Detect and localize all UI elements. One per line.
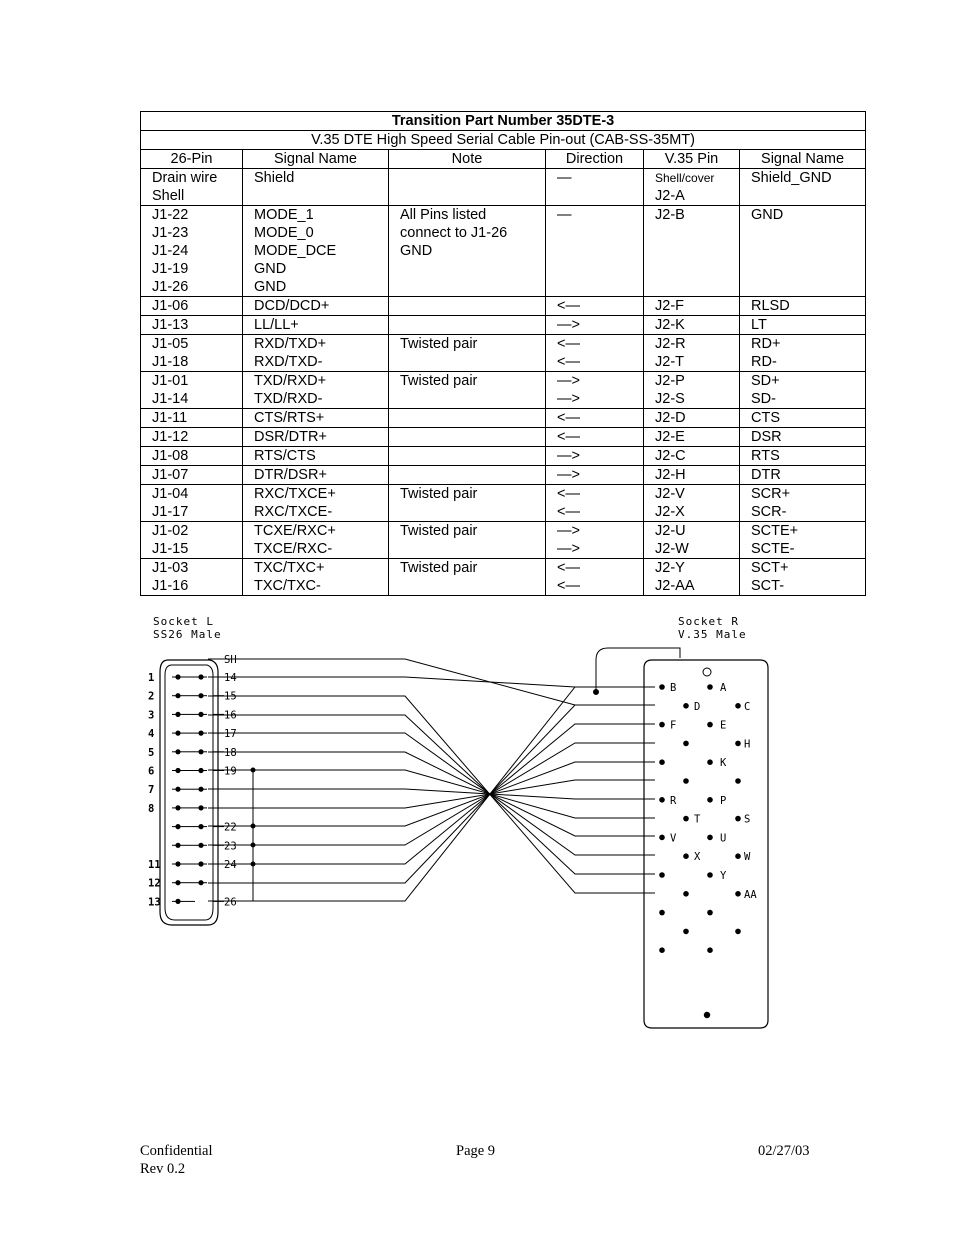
socket-l-pin-number: 5: [148, 746, 155, 759]
table-row: [141, 297, 866, 316]
table-cell: —> —>: [546, 372, 644, 409]
column-header: Signal Name: [740, 150, 866, 169]
socket-r-pin: [735, 816, 741, 822]
footer-revision: Rev 0.2: [140, 1161, 186, 1177]
table-cell: J2-P J2-S: [644, 372, 740, 409]
table-cell: J2-D: [644, 409, 740, 428]
socket-r-pin-label: H: [744, 738, 751, 751]
socket-r-pin-label: T: [694, 813, 701, 826]
socket-r-pin: [707, 722, 713, 728]
socket-l-pin-number: 3: [148, 709, 155, 722]
signal-wire: [208, 733, 655, 855]
signal-wire: [208, 752, 655, 836]
table-cell: TXD/RXD+ TXD/RXD-: [243, 372, 389, 409]
drain-junction: [594, 690, 599, 695]
table-cell: Shield_GND: [740, 169, 866, 206]
socket-r-pin: [707, 797, 713, 803]
socket-r-pin: [704, 1012, 710, 1018]
socket-r-pin: [735, 853, 741, 859]
signal-wire: [208, 770, 655, 818]
socket-l-inner-label: 23: [224, 840, 237, 853]
table-row: [141, 447, 866, 466]
table-cell: J1-06: [141, 297, 243, 316]
socket-r-pin: [707, 947, 713, 953]
socket-l-pin-number: 4: [148, 728, 155, 741]
signal-wire: [208, 705, 655, 883]
socket-r-pin: [707, 910, 713, 916]
socket-r-labels: [670, 682, 757, 901]
socket-l-pin-number: 7: [148, 784, 155, 797]
socket-r-pin: [659, 684, 665, 690]
table-cell: Twisted pair: [389, 335, 546, 372]
table-cell: MODE_1 MODE_0 MODE_DCE GND GND: [243, 206, 389, 297]
table-cell: TXC/TXC+ TXC/TXC-: [243, 559, 389, 596]
mode-strap-junction: [251, 843, 255, 847]
table-row: [141, 522, 866, 559]
table-cell: J2-V J2-X: [644, 485, 740, 522]
socket-l-pin-number: 13: [148, 896, 161, 909]
socket-l-labels: [148, 654, 237, 908]
mode-strap-junction: [251, 768, 255, 772]
table-cell: RLSD: [740, 297, 866, 316]
socket-r-pin-label: U: [720, 832, 727, 845]
table-cell: —> —>: [546, 522, 644, 559]
table-row: [141, 466, 866, 485]
table-cell: CTS: [740, 409, 866, 428]
table-cell: Twisted pair: [389, 522, 546, 559]
table-cell: Shield: [243, 169, 389, 206]
socket-r-pin: [735, 891, 741, 897]
socket-r-pin: [735, 929, 741, 935]
socket-l-inner-label: 15: [224, 690, 237, 703]
table-cell: SCR+ SCR-: [740, 485, 866, 522]
socket-l-inner-label: 16: [224, 709, 237, 722]
table-cell: —: [546, 206, 644, 297]
footer-page-number: Page 9: [456, 1143, 496, 1159]
table-row: [141, 206, 866, 297]
signal-wire: [208, 696, 655, 893]
table-cell: J1-07: [141, 466, 243, 485]
table-cell: <— <—: [546, 559, 644, 596]
table-cell: LL/LL+: [243, 316, 389, 335]
table-cell: J1-12: [141, 428, 243, 447]
signal-wire: [208, 762, 655, 826]
signal-wire: [208, 780, 655, 808]
socket-r-title: Socket R: [678, 615, 739, 628]
socket-l-title: Socket L: [153, 615, 214, 628]
socket-r-pin: [659, 797, 665, 803]
table-cell: <— <—: [546, 485, 644, 522]
table-cell: J1-05 J1-18: [141, 335, 243, 372]
table-cell: RD+ RD-: [740, 335, 866, 372]
socket-r-pin-label: D: [694, 700, 701, 713]
footer-left: [140, 1142, 213, 1178]
socket-r-pin-label: B: [670, 682, 677, 694]
socket-r-pin-label: E: [720, 719, 727, 732]
socket-r-pin-label: A: [720, 682, 727, 694]
pinout-table: [140, 111, 866, 596]
socket-r-type: V.35 Male: [678, 628, 747, 641]
table-cell: —: [546, 169, 644, 206]
mode-strap-junction: [251, 862, 255, 866]
table-cell: SCTE+ SCTE-: [740, 522, 866, 559]
table-cell: J2-U J2-W: [644, 522, 740, 559]
table-cell: —>: [546, 466, 644, 485]
table-cell: SD+ SD-: [740, 372, 866, 409]
socket-r-key: [703, 668, 711, 676]
table-cell: RTS/CTS: [243, 447, 389, 466]
socket-r-pin: [659, 759, 665, 765]
table-cell: [389, 428, 546, 447]
table-cell: —>: [546, 316, 644, 335]
table-cell: J2-E: [644, 428, 740, 447]
table-row: [141, 316, 866, 335]
table-cell: DCD/DCD+: [243, 297, 389, 316]
table-cell: [389, 297, 546, 316]
table-cell: J2-K: [644, 316, 740, 335]
socket-r-pin-label: P: [720, 794, 727, 807]
socket-r-pin: [707, 759, 713, 765]
table-cell: <—: [546, 297, 644, 316]
table-row: [141, 335, 866, 372]
socket-r-pin: [707, 684, 713, 690]
socket-r-pin: [707, 872, 713, 878]
table-cell: [389, 169, 546, 206]
table-row: [141, 372, 866, 409]
socket-r-pin-label: K: [720, 757, 727, 770]
table-cell: SCT+ SCT-: [740, 559, 866, 596]
socket-r-pin: [683, 741, 689, 747]
socket-l-pin-number: 2: [148, 690, 155, 703]
socket-r-pin: [735, 741, 741, 747]
table-cell: Shell/cover J2-A: [644, 169, 740, 206]
table-cell: Twisted pair: [389, 559, 546, 596]
signal-wire: [208, 687, 655, 901]
signal-wire: [208, 724, 655, 864]
signal-wire: [208, 789, 655, 799]
table-cell: [389, 409, 546, 428]
socket-l-inner-label: 24: [224, 859, 237, 871]
socket-r-pin: [683, 853, 689, 859]
table-subtitle: V.35 DTE High Speed Serial Cable Pin-out (CAB-SS-35MT): [141, 131, 866, 150]
table-cell: J1-04 J1-17: [141, 485, 243, 522]
table-cell: <—: [546, 428, 644, 447]
table-cell: DSR/DTR+: [243, 428, 389, 447]
socket-r-pin: [735, 778, 741, 784]
table-cell: All Pins listed connect to J1-26 GND: [389, 206, 546, 297]
column-header: Note: [389, 150, 546, 169]
socket-r-pin-label: F: [670, 719, 677, 732]
socket-r-pin: [683, 778, 689, 784]
wiring-lines: [184, 648, 680, 901]
table-cell: J2-H: [644, 466, 740, 485]
table-cell: DTR/DSR+: [243, 466, 389, 485]
socket-r-pin: [735, 703, 741, 709]
table-cell: J1-01 J1-14: [141, 372, 243, 409]
socket-l-inner-label: 18: [224, 746, 237, 759]
table-row: [141, 485, 866, 522]
table-row: [141, 559, 866, 596]
column-header: Direction: [546, 150, 644, 169]
socket-l-shell-inner: [165, 665, 213, 920]
table-cell: J2-C: [644, 447, 740, 466]
table-cell: J2-B: [644, 206, 740, 297]
socket-l-type: SS26 Male: [153, 628, 222, 641]
table-body: [141, 169, 866, 596]
table-cell: J1-08: [141, 447, 243, 466]
table-cell: <—: [546, 409, 644, 428]
socket-r-pin: [659, 722, 665, 728]
socket-r-pin: [659, 947, 665, 953]
table-cell: J2-Y J2-AA: [644, 559, 740, 596]
table-header-row: [141, 150, 866, 169]
shell-cover-label: Shell/cover: [655, 171, 715, 185]
column-header: 26-Pin: [141, 150, 243, 169]
socket-r-pin: [659, 910, 665, 916]
footer-confidential: Confidential: [140, 1143, 213, 1159]
table-cell: —>: [546, 447, 644, 466]
socket-r-pin: [659, 872, 665, 878]
table-cell: J2-R J2-T: [644, 335, 740, 372]
table-cell: RXC/TXCE+ RXC/TXCE-: [243, 485, 389, 522]
table-cell: J1-02 J1-15: [141, 522, 243, 559]
socket-l-inner-label: 22: [224, 821, 237, 834]
table-cell: DTR: [740, 466, 866, 485]
socket-l-inner-label: 14: [224, 672, 237, 684]
drain-wire: [596, 648, 680, 692]
table-cell: Twisted pair: [389, 485, 546, 522]
table-cell: RTS: [740, 447, 866, 466]
socket-r-pin-label: AA: [744, 888, 757, 901]
table-title: Transition Part Number 35DTE-3: [141, 112, 866, 131]
table-cell: J1-03 J1-16: [141, 559, 243, 596]
table-cell: [389, 316, 546, 335]
table-row: [141, 409, 866, 428]
footer-date: 02/27/03: [758, 1143, 810, 1159]
socket-l-inner-label: SH: [224, 654, 237, 666]
wiring-diagram: [0, 600, 954, 1040]
table-cell: J2-F: [644, 297, 740, 316]
socket-r-pin: [683, 816, 689, 822]
socket-l-inner-label: 26: [224, 896, 237, 909]
table-cell: J1-13: [141, 316, 243, 335]
socket-l-pin-number: 8: [148, 802, 155, 815]
table-cell: TCXE/RXC+ TXCE/RXC-: [243, 522, 389, 559]
table-cell: [389, 466, 546, 485]
socket-r-shell: [644, 660, 768, 1028]
table-cell: LT: [740, 316, 866, 335]
table-cell: GND: [740, 206, 866, 297]
socket-r-pin: [707, 835, 713, 841]
signal-wire: [208, 743, 655, 845]
socket-r-pin: [683, 891, 689, 897]
table-cell: J1-22 J1-23 J1-24 J1-19 J1-26: [141, 206, 243, 297]
socket-r-pin-label: X: [694, 851, 701, 864]
table-cell: Drain wire Shell: [141, 169, 243, 206]
table-cell: DSR: [740, 428, 866, 447]
table-row: [141, 169, 866, 206]
column-header: V.35 Pin: [644, 150, 740, 169]
table-row: [141, 428, 866, 447]
socket-l-pin-number: 11: [148, 859, 161, 871]
table-cell: J1-11: [141, 409, 243, 428]
table-cell: [389, 447, 546, 466]
socket-r-pin-label: V: [670, 832, 677, 845]
socket-r-pin-label: S: [744, 813, 751, 826]
socket-r-pin: [683, 703, 689, 709]
table-cell: CTS/RTS+: [243, 409, 389, 428]
table-cell: Twisted pair: [389, 372, 546, 409]
socket-r-pin: [683, 929, 689, 935]
socket-l-shell: [160, 660, 218, 925]
signal-wire: [208, 677, 655, 687]
table-cell: RXD/TXD+ RXD/TXD-: [243, 335, 389, 372]
socket-l-pin-number: 1: [148, 672, 155, 684]
socket-r-pin-label: Y: [720, 870, 727, 882]
table-cell: <— <—: [546, 335, 644, 372]
socket-l-pin-number: 12: [148, 877, 161, 890]
socket-l-inner-label: 17: [224, 728, 237, 741]
signal-wire: [208, 659, 655, 705]
mode-strap-junction: [251, 824, 255, 828]
socket-r-pin: [659, 835, 665, 841]
signal-wire: [208, 715, 655, 874]
column-header: Signal Name: [243, 150, 389, 169]
socket-r-pin-label: C: [744, 700, 751, 713]
socket-r-pin-label: R: [670, 794, 677, 807]
socket-l-inner-label: 19: [224, 765, 237, 778]
socket-r-pin-label: W: [744, 851, 751, 864]
socket-l-pin-number: 6: [148, 765, 155, 778]
